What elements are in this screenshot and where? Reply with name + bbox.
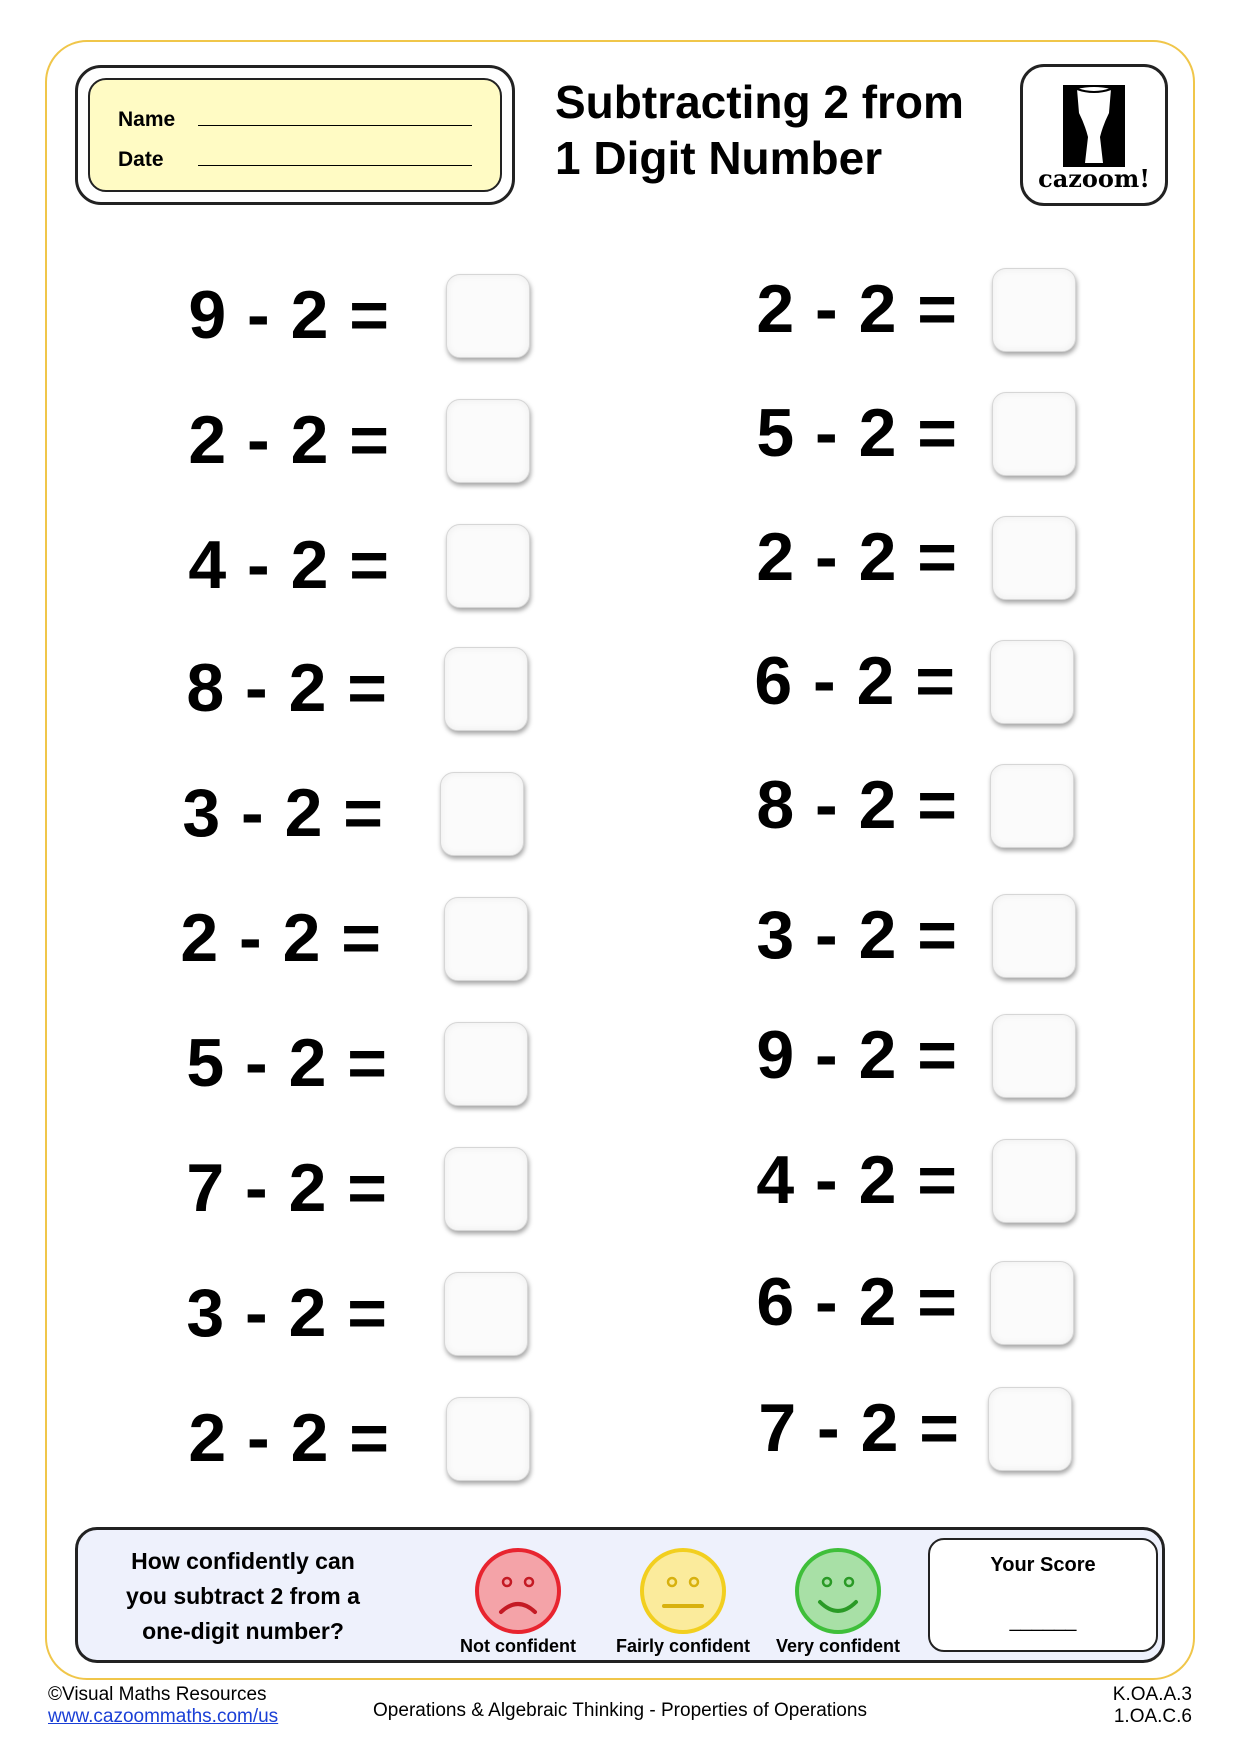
score-blank: ______ bbox=[1009, 1610, 1077, 1632]
question-left-2 bbox=[190, 395, 530, 485]
name-field[interactable] bbox=[198, 124, 472, 126]
answer-box[interactable] bbox=[446, 1397, 530, 1481]
question-expression: 2 - 2 = bbox=[188, 402, 390, 478]
question-right-10 bbox=[700, 1383, 1072, 1473]
question-left-7 bbox=[186, 1018, 528, 1108]
question-left-9 bbox=[186, 1268, 528, 1358]
name-row bbox=[118, 102, 472, 132]
answer-box[interactable] bbox=[990, 1261, 1074, 1345]
question-expression: 5 - 2 = bbox=[186, 1025, 388, 1101]
answer-box[interactable] bbox=[992, 392, 1076, 476]
question-left-4 bbox=[186, 643, 528, 733]
question-expression: 8 - 2 = bbox=[186, 650, 388, 726]
question-expression: 3 - 2 = bbox=[186, 1275, 388, 1351]
score-box[interactable] bbox=[928, 1538, 1158, 1652]
drum-icon bbox=[1023, 67, 1165, 177]
answer-box[interactable] bbox=[992, 516, 1076, 600]
not-confident-label: Not confident bbox=[460, 1636, 576, 1656]
question-expression: 2 - 2 = bbox=[188, 1400, 390, 1476]
website-link[interactable]: www.cazoommaths.com/us bbox=[48, 1706, 279, 1727]
answer-box[interactable] bbox=[444, 647, 528, 731]
answer-box[interactable] bbox=[446, 399, 530, 483]
answer-box[interactable] bbox=[444, 1147, 528, 1231]
very-confident-label: Very confident bbox=[775, 1636, 901, 1656]
question-expression: 7 - 2 = bbox=[758, 1390, 960, 1466]
score-label: Your Score bbox=[990, 1554, 1096, 1576]
question-expression: 9 - 2 = bbox=[756, 1017, 958, 1093]
question-expression: 5 - 2 = bbox=[756, 395, 958, 471]
date-field[interactable] bbox=[198, 164, 472, 166]
question-right-3 bbox=[700, 512, 1076, 602]
answer-box[interactable] bbox=[990, 764, 1074, 848]
question-left-5 bbox=[182, 768, 524, 858]
happy-face-icon[interactable] bbox=[793, 1546, 883, 1636]
worksheet-title bbox=[555, 74, 975, 186]
question-expression: 4 - 2 = bbox=[188, 527, 390, 603]
cazoom-logo bbox=[1020, 64, 1168, 206]
answer-box[interactable] bbox=[990, 640, 1074, 724]
answer-box[interactable] bbox=[992, 268, 1076, 352]
question-expression: 7 - 2 = bbox=[186, 1150, 388, 1226]
question-right-2 bbox=[700, 388, 1076, 478]
question-right-8 bbox=[700, 1135, 1076, 1225]
question-left-8 bbox=[186, 1143, 528, 1233]
fairly-confident-label: Fairly confident bbox=[615, 1636, 750, 1656]
question-expression: 6 - 2 = bbox=[756, 1264, 958, 1340]
question-expression: 9 - 2 = bbox=[188, 277, 390, 353]
footer-topic: Operations & Algebraic Thinking - Properties of Operations bbox=[373, 1700, 867, 1721]
question-right-7 bbox=[700, 1010, 1076, 1100]
question-right-9 bbox=[700, 1257, 1074, 1347]
question-expression: 2 - 2 = bbox=[756, 519, 958, 595]
answer-box[interactable] bbox=[444, 897, 528, 981]
question-expression: 2 - 2 = bbox=[756, 271, 958, 347]
title-line-1: Subtracting 2 from bbox=[555, 76, 964, 128]
neutral-face-icon[interactable] bbox=[638, 1546, 728, 1636]
question-left-3 bbox=[190, 520, 530, 610]
question-right-4 bbox=[700, 636, 1074, 726]
question-right-5 bbox=[700, 760, 1074, 850]
question-expression: 4 - 2 = bbox=[756, 1142, 958, 1218]
answer-box[interactable] bbox=[440, 772, 524, 856]
question-right-1 bbox=[700, 264, 1076, 354]
question-expression: 8 - 2 = bbox=[756, 767, 958, 843]
confidence-panel bbox=[75, 1527, 1165, 1663]
answer-box[interactable] bbox=[444, 1272, 528, 1356]
copyright-text: ©Visual Maths Resources bbox=[48, 1684, 267, 1705]
name-date-box bbox=[75, 65, 515, 205]
question-left-10 bbox=[190, 1393, 530, 1483]
question-left-6 bbox=[180, 893, 528, 983]
question-right-6 bbox=[700, 890, 1076, 980]
date-row bbox=[118, 142, 472, 172]
confidence-question: How confidently can you subtract 2 from a one-digit number? bbox=[126, 1548, 360, 1644]
question-left-1 bbox=[190, 270, 530, 360]
answer-box[interactable] bbox=[992, 894, 1076, 978]
answer-box[interactable] bbox=[446, 274, 530, 358]
footer-standards bbox=[1113, 1684, 1192, 1728]
standard-code-2: 1.OA.C.6 bbox=[1113, 1706, 1192, 1727]
answer-box[interactable] bbox=[992, 1139, 1076, 1223]
standard-code-1: K.OA.A.3 bbox=[1112, 1684, 1192, 1705]
question-expression: 3 - 2 = bbox=[182, 775, 384, 851]
answer-box[interactable] bbox=[988, 1387, 1072, 1471]
sad-face-icon[interactable] bbox=[473, 1546, 563, 1636]
answer-box[interactable] bbox=[992, 1014, 1076, 1098]
question-expression: 3 - 2 = bbox=[756, 897, 958, 973]
logo-text: cazoom! bbox=[1038, 164, 1150, 193]
question-expression: 2 - 2 = bbox=[180, 900, 382, 976]
question-expression: 6 - 2 = bbox=[754, 643, 956, 719]
answer-box[interactable] bbox=[444, 1022, 528, 1106]
date-label: Date bbox=[118, 148, 164, 171]
answer-box[interactable] bbox=[446, 524, 530, 608]
name-label: Name bbox=[118, 108, 176, 131]
title-line-2: 1 Digit Number bbox=[555, 132, 883, 184]
